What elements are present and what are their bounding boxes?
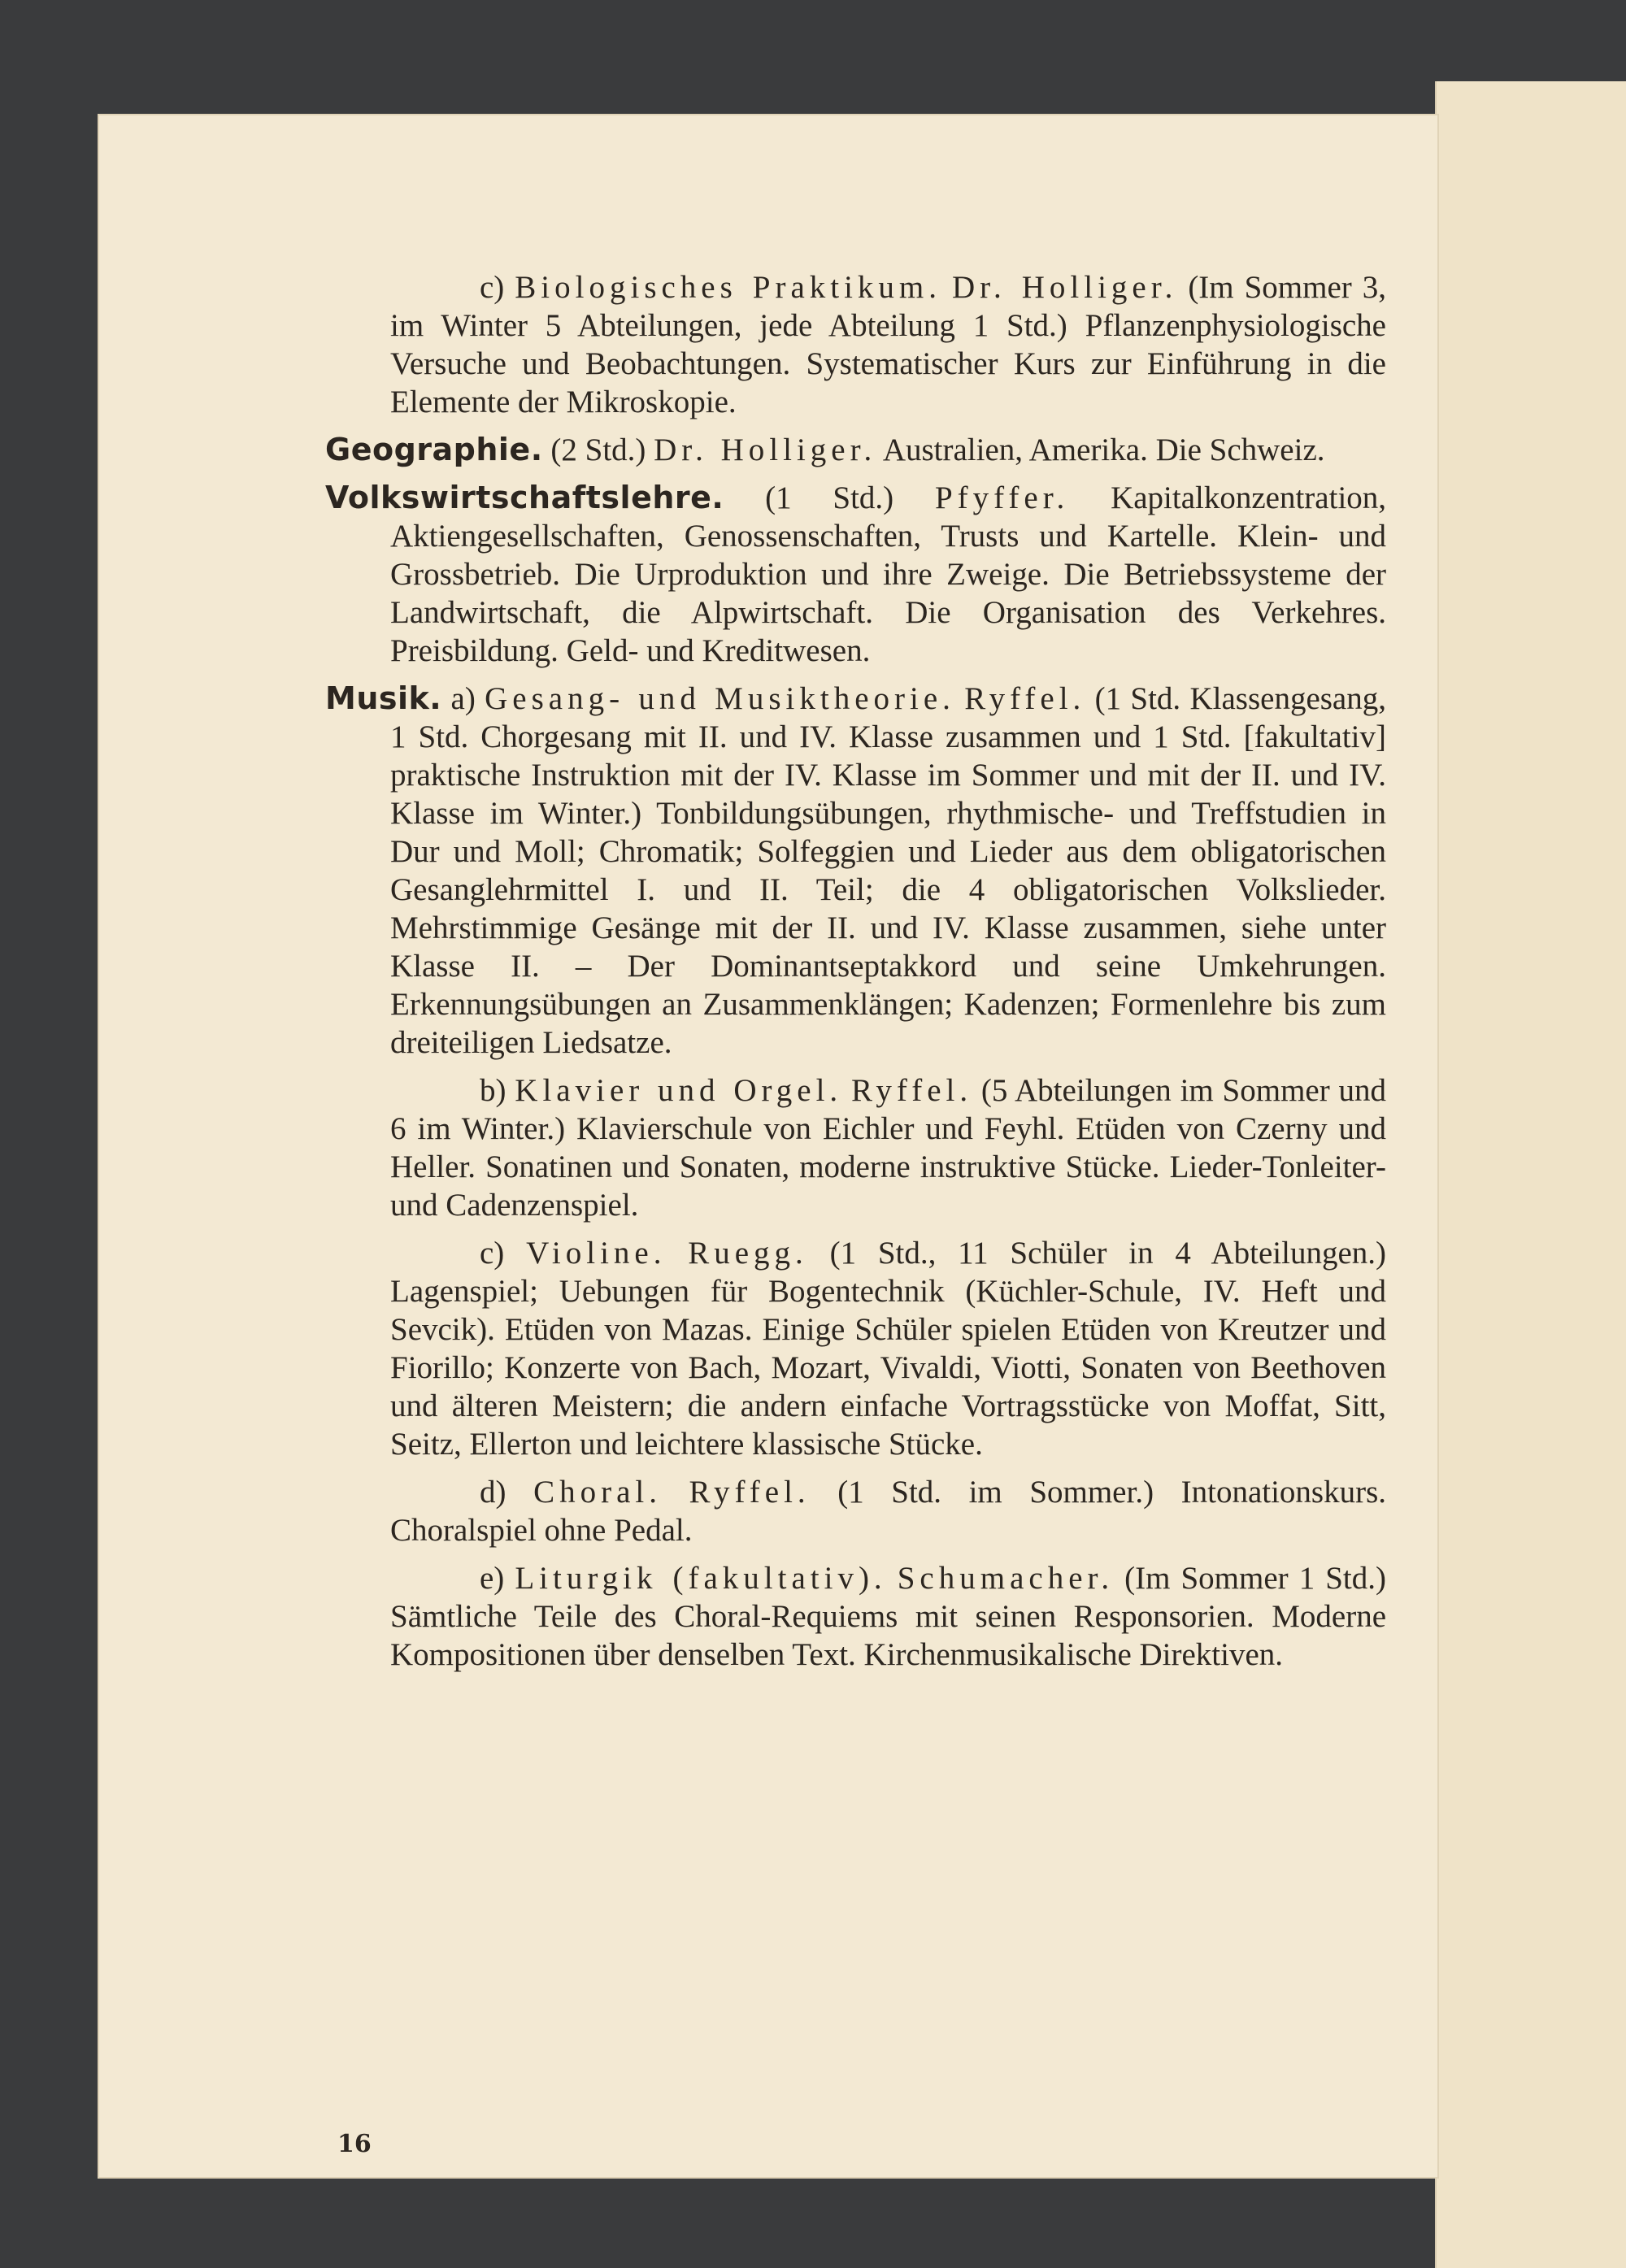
musik-e-title: Liturgik (fakultativ).	[515, 1561, 887, 1596]
musik-e-text: (Im Sommer 1 Std.) Sämtliche Teile des Choral-Requiems mit seinen Responsorien. Moderne Kompositionen über denselben Text. Kirchenmusikalische Direktiven.	[390, 1561, 1386, 1672]
musik-a-teacher: Ryffel.	[964, 681, 1086, 716]
musik-b-label: b)	[480, 1073, 506, 1108]
musik-c-title: Violine.	[526, 1236, 667, 1271]
page-text-block	[325, 268, 1386, 1684]
musik-b-title: Klavier und Orgel.	[515, 1073, 843, 1108]
musik-b-teacher: Ryffel.	[850, 1073, 973, 1108]
paragraph-musik-d	[325, 1473, 1386, 1549]
geo-teacher: Dr. Holliger.	[654, 432, 877, 467]
book-page	[98, 114, 1439, 2179]
musik-d-label: d)	[480, 1475, 506, 1510]
bio-title: Biologisches Praktikum.	[515, 270, 942, 305]
musik-b-text: (5 Abteilungen im Sommer und 6 im Winter.) Klavierschule von Eichler und Feyhl. Etüden von Czerny und Heller. Sonatinen und Sonaten, moderne instruktive Stücke. Lieder-Tonleiter- und Cadenzenspiel.	[390, 1073, 1387, 1223]
bio-label: c)	[480, 270, 505, 305]
paragraph-musik-a	[325, 680, 1386, 1062]
geo-text: Australien, Amerika. Die Schweiz.	[882, 432, 1325, 467]
paragraph-musik-c	[325, 1234, 1386, 1463]
facing-page-edge	[1435, 81, 1626, 2268]
vwl-teacher: Pfyffer.	[934, 480, 1070, 515]
geo-hours: (2 Std.)	[550, 432, 646, 467]
paragraph-musik-b	[325, 1071, 1386, 1224]
musik-a-title: Gesang- und Musiktheorie.	[485, 681, 955, 716]
musik-c-teacher: Ruegg.	[688, 1236, 808, 1271]
musik-c-label: c)	[480, 1236, 505, 1271]
musik-a-text: (1 Std. Klassengesang, 1 Std. Chorgesang mit II. und IV. Klasse zusammen und 1 Std. [fakultativ] praktische Instruktion mit der IV. Klasse im Sommer und mit der II. und IV. Klasse im Winter.) Tonbildungsübungen, rhythmische- und Treffstudien in Dur und Moll; Chromatik; Solfeggien und Lieder aus dem obligatorischen Gesanglehrmittel I. und II. Teil; die 4 obligatorischen Volkslieder. Mehrstimmige Gesänge mit der II. und IV. Klasse zusammen, siehe unter Klasse II. – Der Dominantseptakkord und seine Umkehrungen. Erkennungsübungen an Zusammenklängen; Kadenzen; Formenlehre bis zum dreiteiligen Liedsatze.	[390, 681, 1386, 1060]
bio-text: (Im Sommer 3, im Winter 5 Abteilungen, jede Abteilung 1 Std.) Pflanzenphysiologische Versuche und Beobachtungen. Systematischer Kurs zur Einführung in die Elemente der Mikroskopie.	[390, 270, 1386, 419]
musik-c-text: (1 Std., 11 Schüler in 4 Abteilungen.) Lagenspiel; Uebungen für Bogentechnik (Küchler-Schule, IV. Heft und Sevcik). Etüden von Mazas. Einige Schüler spielen Etüden von Kreutzer und Fiorillo; Konzerte von Bach, Mozart, Vivaldi, Viotti, Sonaten von Beethoven und älteren Meistern; die andern einfache Vortragsstücke von Moffat, Sitt, Seitz, Ellerton und leichtere klassische Stücke.	[390, 1236, 1387, 1462]
musik-heading: Musik.	[325, 680, 442, 716]
geo-heading: Geographie.	[325, 432, 543, 467]
vwl-hours: (1 Std.)	[765, 480, 894, 515]
paragraph-biologisches-praktikum	[325, 268, 1386, 421]
musik-d-title: Choral.	[533, 1475, 662, 1510]
musik-e-label: e)	[480, 1561, 505, 1596]
paragraph-geographie	[325, 431, 1386, 469]
paragraph-volkswirtschaftslehre	[325, 479, 1386, 670]
musik-e-teacher: Schumacher.	[897, 1561, 1115, 1596]
musik-d-teacher: Ryffel.	[689, 1475, 811, 1510]
musik-a-label: a)	[450, 681, 476, 716]
page-number: 16	[337, 2130, 372, 2158]
bio-teacher: Dr. Holliger.	[952, 270, 1178, 305]
paragraph-musik-e	[325, 1559, 1386, 1674]
vwl-text: Kapitalkonzentration, Aktiengesellschaften, Genossenschaften, Trusts und Kartelle. Klein- und Grossbetrieb. Die Urproduktion und ihre Zweige. Die Betriebssysteme der Landwirtschaft, die Alpwirtschaft. Die Organisation des Verkehres. Preisbildung. Geld- und Kreditwesen.	[390, 480, 1387, 668]
vwl-heading: Volkswirtschaftslehre.	[325, 480, 724, 515]
musik-d-text: (1 Std. im Sommer.) Intonationskurs. Choralspiel ohne Pedal.	[390, 1475, 1387, 1548]
